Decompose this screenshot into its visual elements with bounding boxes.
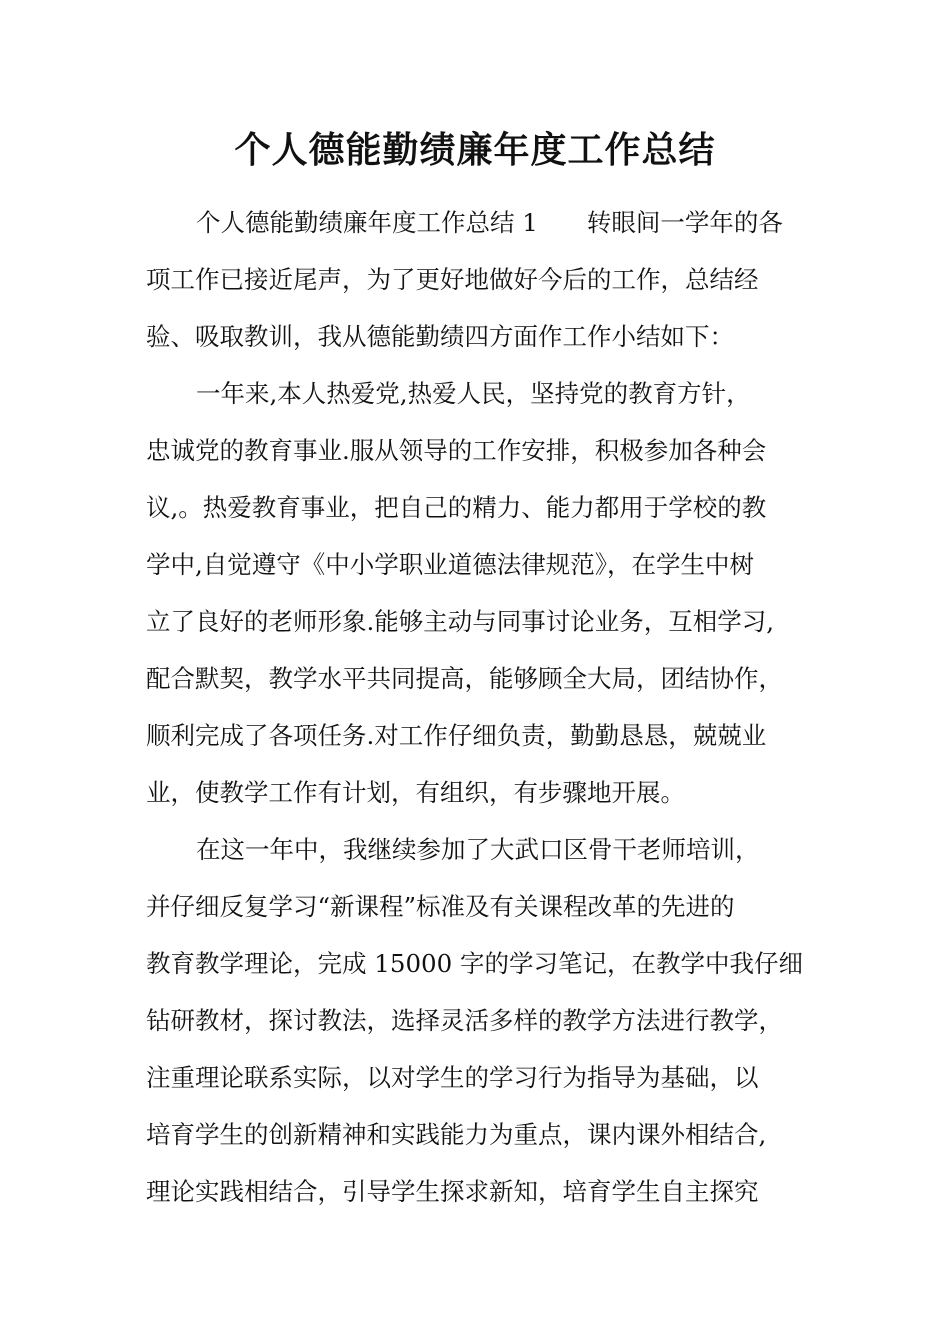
paragraph-line: 忠诚党的教育事业.服从领导的工作安排，积极参加各种会 xyxy=(146,436,767,465)
paragraph-line: 项工作已接近尾声，为了更好地做好今后的工作，总结经 xyxy=(146,265,759,294)
paragraph-line: 一年来,本人热爱党,热爱人民，坚持党的教育方针， xyxy=(196,379,751,408)
paragraph-line: 配合默契，教学水平共同提高，能够顾全大局，团结协作， xyxy=(146,664,783,693)
paragraph-line: 注重理论联系实际，以对学生的学习行为指导为基础，以 xyxy=(146,1063,759,1092)
paragraph-line: 教育教学理论，完成 15000 字的学习笔记，在教学中我仔细 xyxy=(146,949,804,978)
paragraph-line: 理论实践相结合，引导学生探求新知，培育学生自主探究 xyxy=(146,1177,759,1206)
paragraph-line: 验、吸取教训，我从德能勤绩四方面作工作小结如下： xyxy=(146,322,734,351)
paragraph-line: 业，使教学工作有计划，有组织，有步骤地开展。 xyxy=(146,778,685,807)
paragraph-line: 学中,自觉遵守《中小学职业道德法律规范》，在学生中树 xyxy=(146,550,755,579)
paragraph-line: 立了良好的老师形象.能够主动与同事讨论业务，互相学习, xyxy=(146,607,775,636)
document-body xyxy=(146,194,806,1220)
paragraph-line: 在这一年中，我继续参加了大武口区骨干老师培训， xyxy=(196,835,760,864)
document-title: 个人德能勤绩廉年度工作总结 xyxy=(234,129,716,171)
paragraph-line: 顺利完成了各项任务.对工作仔细负责，勤勤恳恳，兢兢业 xyxy=(146,721,767,750)
paragraph-line: 培育学生的创新精神和实践能力为重点，课内课外相结合, xyxy=(146,1120,767,1149)
paragraph-line: 钻研教材，探讨教法，选择灵活多样的教学方法进行教学， xyxy=(146,1006,783,1035)
paragraph-line: 议,。热爱教育事业，把自己的精力、能力都用于学校的教 xyxy=(146,493,767,522)
paragraph-line: 并仔细反复学习“新课程”标准及有关课程改革的先进的 xyxy=(146,892,735,921)
paragraph-line: 个人德能勤绩廉年度工作总结 1 转眼间一学年的各 xyxy=(196,208,783,237)
